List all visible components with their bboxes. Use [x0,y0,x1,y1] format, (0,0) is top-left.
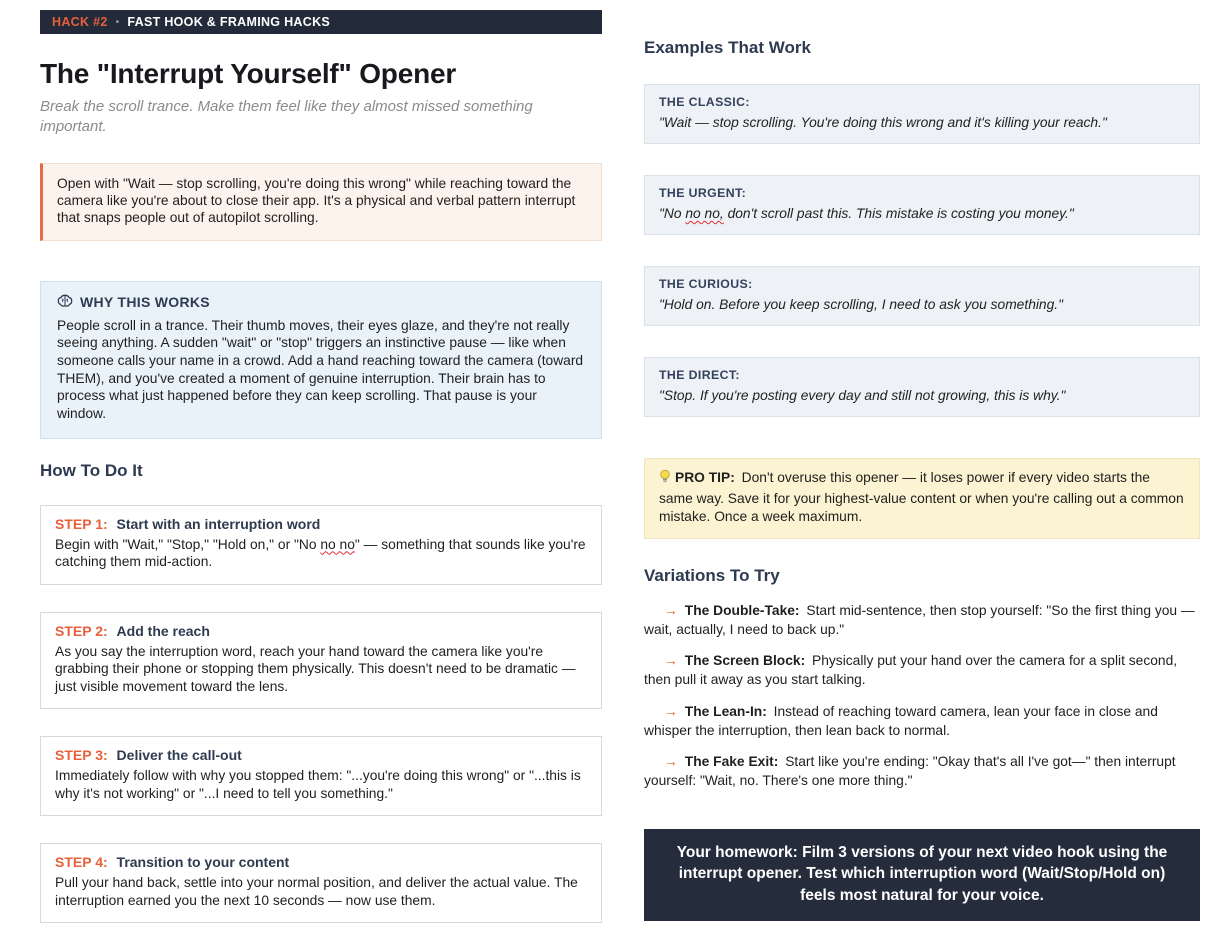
variation-text: Physically put your hand over the camera for a split second, then pull it away as you start talking. [644,653,1178,688]
why-this-works-title: WHY THIS WORKS [80,294,210,311]
step-card-4 [40,843,602,923]
variation-text: Start mid-sentence, then stop yourself: "So the first thing you — wait, actually, I need to back up." [644,602,1195,637]
why-this-works-body: People scroll in a trance. Their thumb moves, their eyes glaze, and they're not really seeing anything. A sudden "wait" or "stop" triggers an instinctive pause — like when someone calls your name in a crowd. Add a hand reaching toward the camera (toward THEM), and you've created a moment of genuine interruption. Their brain has to process what just happened before they can keep scrolling. That pause is your window. [57,317,584,421]
arrow-icon: → [664,754,678,770]
right-column [644,10,1200,950]
why-this-works-box [40,281,602,439]
page-title: The "Interrupt Yourself" Opener [40,58,457,89]
step-title: Deliver the call-out [116,747,242,764]
example-quote-text: "No [659,206,686,221]
brain-icon [57,294,73,311]
step-body-text: Immediately follow with why you stopped them: "...you're doing this wrong" or "...this is why it's not working" or "...I need to tell you something." [55,768,581,801]
example-quote-text: "Stop. If you're posting every day and still not growing, this is why." [659,388,1066,403]
example-quote-text: don't scroll past this. This mistake is costing you money." [723,206,1074,221]
step-title: Transition to your content [116,854,290,871]
page-subtitle: Break the scroll trance. Make them feel like they almost missed something important. [40,98,533,136]
step-title: Add the reach [116,622,210,639]
left-column [40,10,602,950]
step-title: Start with an interruption word [116,515,321,532]
hack-banner [40,10,602,34]
example-quote [659,115,1185,130]
step-body-text: Begin with "Wait," "Stop," "Hold on," or "No [55,536,321,552]
step-card-2 [40,612,602,710]
lightbulb-icon [659,469,671,490]
variation-label: The Double-Take: [684,602,800,618]
hack-number-label: HACK #2 [52,15,108,29]
banner-category-label: FAST HOOK & FRAMING HACKS [127,15,331,29]
example-quote-text: "Hold on. Before you keep scrolling, I need to ask you something." [659,297,1064,312]
arrow-icon: → [664,703,678,719]
pro-tip-label: PRO TIP: [675,470,735,485]
step-body [55,767,587,802]
how-to-heading: How To Do It [40,460,143,480]
example-label: THE CURIOUS: [659,277,753,291]
step-header [55,854,587,870]
example-label: THE DIRECT: [659,368,740,382]
example-quote [659,206,1185,221]
step-body [55,643,587,696]
variation-label: The Fake Exit: [684,754,779,770]
step-header [55,747,587,763]
arrow-icon: → [664,653,678,669]
step-label: STEP 4: [55,854,108,871]
example-quote [659,297,1185,312]
step-card-1 [40,505,602,585]
example-label: THE URGENT: [659,186,747,200]
pro-tip-body: Don't overuse this opener — it loses power if every video starts the same way. Save it for your highest-value content or when you're calling out a common mistake. Once a week maximum. [659,470,1184,524]
summary-callout: Open with "Wait — stop scrolling, you're doing this wrong" while reaching toward the camera like you're about to close their app. It's a physical and verbal pattern interrupt that snaps people out of autopilot scrolling. [40,163,602,241]
step-label: STEP 3: [55,747,108,764]
variation-item-lean-in [644,703,1200,741]
examples-heading: Examples That Work [644,38,811,57]
variations-heading: Variations To Try [644,565,780,585]
step-label: STEP 1: [55,515,108,532]
arrow-icon: → [664,602,678,618]
step-header [55,623,587,639]
banner-dot-separator: • [115,16,120,28]
variation-label: The Screen Block: [684,653,806,669]
variation-text: Start like you're ending: "Okay that's all I've got—" then interrupt yourself: "Wait, no. There's one more thing." [644,754,1176,789]
example-label: THE CLASSIC: [659,95,750,109]
homework-banner: Your homework: Film 3 versions of your next video hook using the interrupt opener. Test which interruption word (Wait/Stop/Hold on) feels most natural for your voice. [644,829,1200,921]
step-body-text: Pull your hand back, settle into your normal position, and deliver the actual value. The interruption earned you the next 10 seconds — now use them. [55,875,578,908]
variation-item-double-take [644,602,1200,640]
example-quote [659,388,1185,403]
spellcheck-squiggle-text: no no [320,536,355,552]
variation-label: The Lean-In: [684,703,767,719]
variation-item-screen-block [644,652,1200,690]
variation-text: Instead of reaching toward camera, lean your face in close and whisper the interruption, then lean back to normal. [644,703,1158,738]
step-label: STEP 2: [55,622,108,639]
variation-item-fake-exit [644,753,1200,791]
step-header [55,516,587,532]
example-quote-text: "Wait — stop scrolling. You're doing this wrong and it's killing your reach." [659,115,1107,130]
step-body-text: " — something that sounds like you're catching them mid-action. [55,536,586,570]
spellcheck-squiggle-text: no no, [685,206,724,221]
example-card-urgent [644,175,1200,235]
pro-tip-box [644,458,1200,539]
step-body-text: As you say the interruption word, reach your hand toward the camera like you're grabbing their phone or stopping them physically. This doesn't need to be dramatic — just visible movement toward the lens. [55,643,576,694]
example-card-curious [644,266,1200,326]
example-card-classic [644,84,1200,144]
example-card-direct [644,357,1200,417]
step-body [55,874,587,909]
step-body [55,536,587,571]
step-card-3 [40,736,602,816]
why-this-works-header [57,294,585,311]
